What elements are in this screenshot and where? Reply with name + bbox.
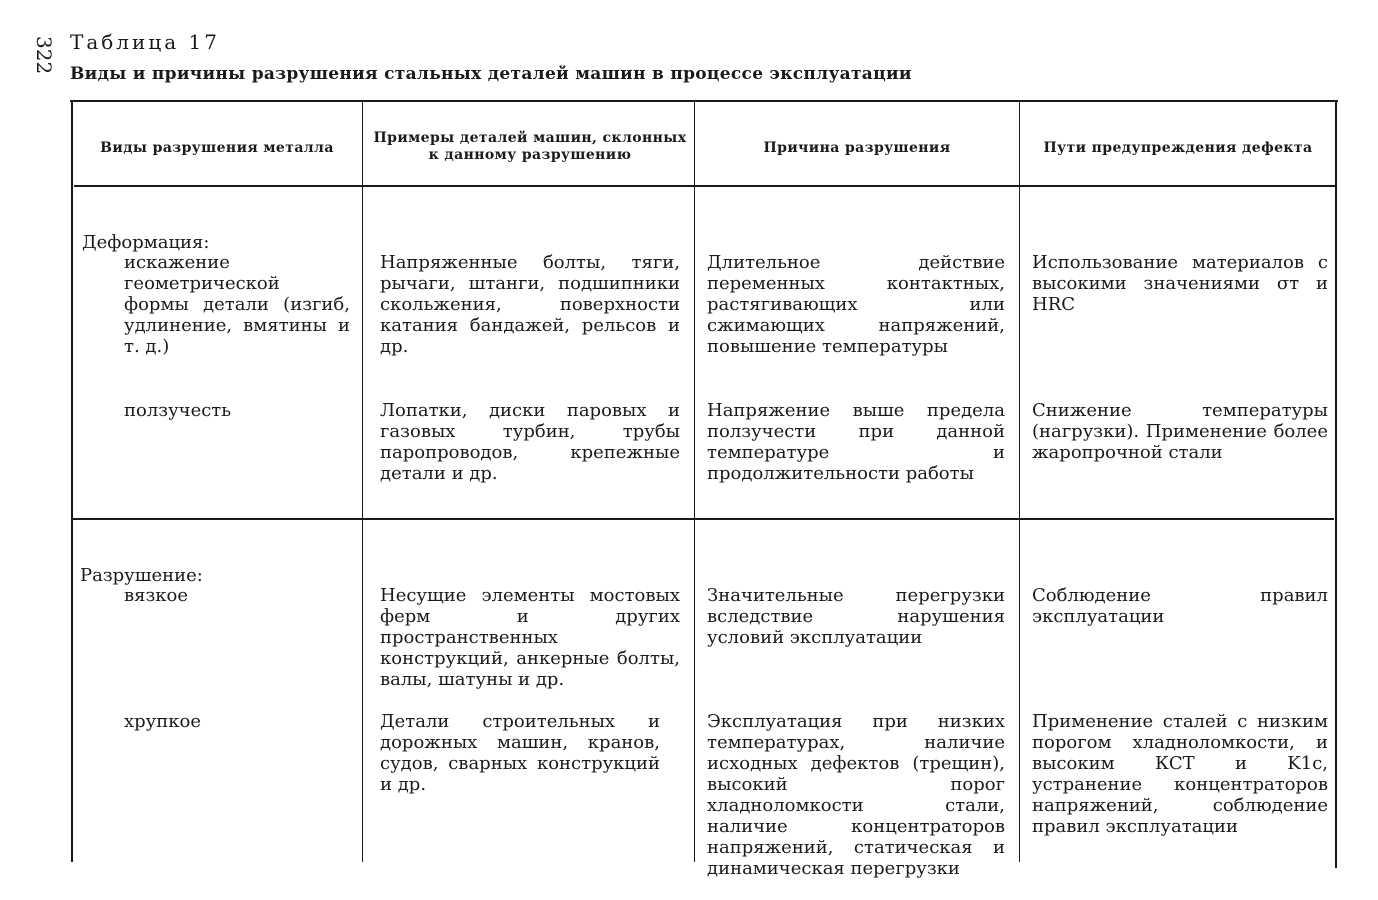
column-divider-3 bbox=[1019, 102, 1020, 862]
row-prevention-brittle: Применение сталей с низким порогом хладноломкости, и высоким КСТ и K1c, устранение концентраторов напряжений, соблюдение правил эксплуатации bbox=[1032, 711, 1328, 837]
header-col-examples: Примеры деталей машин, склонных к данному разрушению bbox=[373, 130, 687, 163]
row-cause-brittle: Эксплуатация при низких температурах, наличие исходных дефектов (трещин), высокий порог хладноломкости стали, наличие концентраторов напряжений, статическая и динамическая перегрузки bbox=[707, 711, 1005, 879]
header-bottom-rule bbox=[74, 185, 1336, 187]
row-type-shape-distortion: искажение геометрической формы детали (изгиб, удлинение, вмятины и т. д.) bbox=[124, 252, 350, 357]
row-type-brittle: хрупкое bbox=[124, 711, 202, 732]
group-label-fracture: Разрушение: bbox=[80, 565, 203, 586]
table-title: Виды и причины разрушения стальных деталей машин в процессе эксплуатации bbox=[70, 64, 912, 84]
row-prevention-shape-distortion: Использование материалов с высокими значениями σт и HRC bbox=[1032, 252, 1328, 315]
table-top-rule bbox=[70, 100, 1338, 102]
row-type-creep: ползучесть bbox=[124, 400, 232, 421]
row-prevention-creep: Снижение температуры (нагрузки). Применение более жаропрочной стали bbox=[1032, 400, 1328, 463]
column-divider-1 bbox=[362, 102, 363, 862]
row-examples-shape-distortion: Напряженные болты, тяги, рычаги, штанги, подшипники скольжения, поверхности катания бандажей, рельсов и др. bbox=[380, 252, 680, 357]
header-col-types: Виды разрушения металла bbox=[100, 140, 334, 156]
group-separator-rule bbox=[72, 518, 1334, 520]
row-examples-creep: Лопатки, диски паровых и газовых турбин, трубы паропроводов, крепежные детали и др. bbox=[380, 400, 680, 484]
table-right-border bbox=[1335, 102, 1337, 868]
row-type-ductile: вязкое bbox=[124, 585, 189, 606]
header-col-cause: Причина разрушения bbox=[763, 140, 951, 156]
row-examples-brittle: Детали строительных и дорожных машин, кранов, судов, сварных конструкций и др. bbox=[380, 711, 660, 795]
row-cause-ductile: Значительные перегрузки вследствие нарушения условий эксплуатации bbox=[707, 585, 1005, 648]
column-divider-2 bbox=[694, 102, 695, 862]
header-col-prevention: Пути предупреждения дефекта bbox=[1043, 140, 1313, 156]
row-cause-creep: Напряжение выше предела ползучести при данной температуре и продолжительности работы bbox=[707, 400, 1005, 484]
table-label: Таблица 17 bbox=[70, 30, 220, 54]
page-number: 322 bbox=[32, 36, 56, 75]
table-left-border bbox=[71, 102, 73, 862]
row-examples-ductile: Несущие элементы мостовых ферм и других пространственных конструкций, анкерные болты, валы, шатуны и др. bbox=[380, 585, 680, 690]
row-cause-shape-distortion: Длительное действие переменных контактных, растягивающих или сжимающих напряжений, повышение температуры bbox=[707, 252, 1005, 357]
row-prevention-ductile: Соблюдение правил эксплуатации bbox=[1032, 585, 1328, 627]
group-label-deformation: Деформация: bbox=[82, 232, 210, 253]
